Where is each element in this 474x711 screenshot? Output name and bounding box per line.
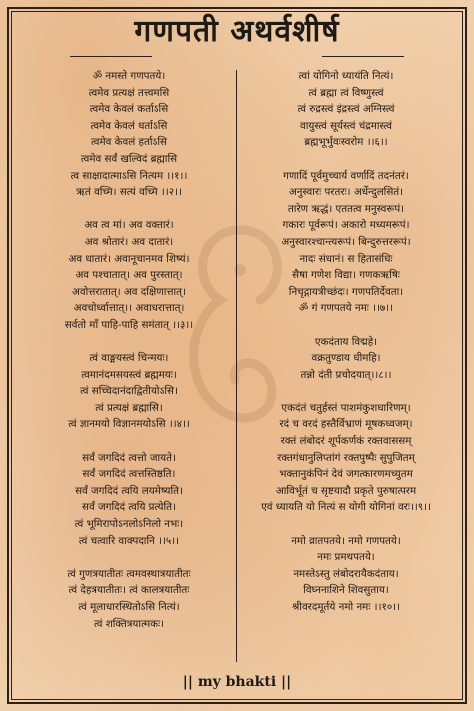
verse-line: त्वं चत्वारि वाक्पदानि ।।५।। <box>78 534 180 547</box>
stanza-gap <box>240 516 452 533</box>
verse-line: त्वं ब्रह्मा त्वं विष्णुस्त्वं <box>308 86 384 99</box>
verse-line: ॐ गं गणपतये नमः ।।७।। <box>298 302 394 315</box>
verse-line: विघ्ननाशिने शिवसुताय। <box>303 584 389 597</box>
verse-line: त्वां योगिनो ध्यायंति नित्यं। <box>298 70 394 82</box>
verse-line: तारेण ऋद्धं। एततत्व मनुस्वरूपं। <box>287 202 405 215</box>
verse-line: गणादिं पूर्वमुच्चार्य वर्णादिं तदनंतरं। <box>283 169 409 182</box>
verse-line: रदं च वरदं हस्तैर्विभ्राणं मूषकध्वजम्। <box>279 418 413 431</box>
verse-line: त्वं देहत्रयातीतः। त्वं कालत्रयातीतः <box>68 584 190 597</box>
verse-line: सर्वतो माँ पाहि-पाहि समंतात् ।।३।। <box>64 318 194 331</box>
verse-line: त्वमानंदमसयस्त्वं ब्रह्ममयः। <box>81 368 177 381</box>
verse-line: त्वमेव केवलं हर्ताऽसि <box>91 136 167 149</box>
stanza-gap <box>24 549 234 566</box>
verse-line: रक्तगंधानुलिप्तांगं रक्तपुष्पैः सुपुजितम् <box>277 451 415 464</box>
verse-line: तन्नो दंती प्रचोदयात्।।८।। <box>300 368 392 381</box>
verse-line: एकदंतं चतुर्हस्तं पाशमंकुशधारिणम्। <box>281 401 411 414</box>
verse-line: त्वं मूलाधारस्थितोऽसि नित्यं। <box>78 601 180 613</box>
verse-line: भक्तानुकंपिनं देवं जगत्कारणमच्युतम <box>279 468 413 481</box>
verse-line: सर्वं जगदिदं त्वयि लयमेष्यति। <box>75 484 183 497</box>
verse-line: सैषा गणेश विद्या। गणकऋषिः <box>292 269 400 282</box>
stanza-gap <box>240 317 452 334</box>
verse-line: त्वं वाङ्मयस्त्वं चिन्मयः। <box>89 352 169 365</box>
verse-line: वक्रतुण्डाय धीमहि। <box>311 352 381 365</box>
verse-line: त्वं ज्ञानमयो विज्ञानमयोऽसि ।।४।। <box>68 418 190 431</box>
verse-line: त्वं रुद्रस्त्वं इंद्रस्त्वं अग्निस्त्वं <box>297 103 395 116</box>
verse-line: नमः प्रमथपतये। <box>317 551 375 564</box>
verse-line: एकदंताय विद्महे। <box>314 335 378 348</box>
verse-line: ॐ नमस्ते गणपतये। <box>92 70 166 82</box>
verse-line: त्वमेव सर्वं खल्विदं ब्रह्मासि <box>80 152 178 165</box>
verse-line: सर्वं जगदिदं त्वत्तस्तिष्ठति। <box>82 468 176 481</box>
verse-line: निचृद्गायत्रीच्छंदः। गणपतिर्देवता। <box>288 285 404 298</box>
verse-line: रक्तं लंबोदरं शूर्पकर्णकं रक्तवाससम् <box>280 435 412 448</box>
verse-line: वायुस्त्वं सूर्यस्त्वं चंद्रमास्त्वं <box>299 119 393 132</box>
verse-line: आविर्भूतं च सृष्टयादौ प्रकृते पुरुषात्परम <box>275 484 417 497</box>
verse-line: त्वमेव केवलं कर्ताऽसि <box>89 103 169 116</box>
verse-line: त्वमेव प्रत्यक्षं तत्त्वमसि <box>88 86 170 99</box>
verse-line: सर्वं जगदिदं त्वयि प्रत्येति। <box>82 501 176 514</box>
verse-line: नमस्तेऽस्तु लंबोदरायैकदंताय। <box>293 567 399 580</box>
column-divider <box>236 70 237 662</box>
verse-line: अव श्रोतारं। अव दातारं। <box>84 235 174 248</box>
stanza-gap <box>240 383 452 400</box>
verse-line: त्वं गुणत्रयातीतः त्वमवस्थात्रयातीतः <box>67 567 191 580</box>
verse-line: ऋतं वच्मि। सत्यं वच्मि ।।२।। <box>76 186 182 199</box>
page-title: गणपती अथर्वशीर्ष <box>134 14 340 49</box>
verse-line: ब्रह्मभूर्भुवःस्वरोम ।।६।। <box>304 136 388 149</box>
title-rule-right <box>322 56 404 57</box>
verse-line: अनुस्वारः परतरः। अर्धेन्दुलसितं। <box>288 186 404 199</box>
right-column <box>240 68 452 616</box>
verse-line: त्वं प्रत्यक्षं ब्रह्मासि। <box>95 401 163 414</box>
verse-line: त्वं शक्तित्रयात्मकः। <box>93 617 165 630</box>
verse-line: अव त्व मां। अव वक्तारं। <box>84 219 174 232</box>
verse-line: अवचोर्ध्वात्तात्।। अवाधरात्तात्। <box>73 302 185 315</box>
stanza-gap <box>24 334 234 351</box>
stanza-gap <box>240 151 452 168</box>
verse-line: सर्वं जगदिदं त्वत्तो जायते। <box>82 451 176 464</box>
verse-line: नमो व्रातपतये। नमो गणपतये। <box>291 534 401 547</box>
footer-brand: || my bhakti || <box>182 674 292 690</box>
verse-line: त्वं भूमिरापोऽनलोऽनिलो नभः। <box>74 518 184 531</box>
verse-line: अव पश्चातात्। अव पुरस्तात्। <box>75 269 183 282</box>
verse-line: नादः संधानं। स हितासंधिः <box>299 252 393 265</box>
stanza-gap <box>24 201 234 218</box>
title-rule-left <box>70 56 152 57</box>
verse-line: अनुस्वारश्चान्त्यरूपं। बिन्दुरुत्तररूपं। <box>281 235 411 248</box>
verse-line: त्वं सच्चिदानंदाद्वितीयोऽसि। <box>80 385 178 398</box>
verse-line: अवोत्तरातात्। अव दक्षिणात्तात्। <box>72 285 186 298</box>
stanza-gap <box>24 433 234 450</box>
verse-line: गकारः पूर्वरूपं। अकारो मध्यमरूपं। <box>282 219 410 232</box>
verse-line: एवं ध्यायति यो नित्यं स योगी योगिनां वरः।।९।। <box>261 501 431 514</box>
verse-line: अव धातारं। अवानूचानमव शिष्यं। <box>68 252 190 265</box>
verse-line: त्व साक्षादात्माऽसि नित्यम ।।१।। <box>70 169 188 182</box>
left-column <box>24 68 234 632</box>
verse-line: त्वमेव केवलं धर्ताऽसि <box>90 119 168 132</box>
verse-line: श्रीवरदमूर्तये नमो नमः ।।१०।। <box>292 601 400 613</box>
